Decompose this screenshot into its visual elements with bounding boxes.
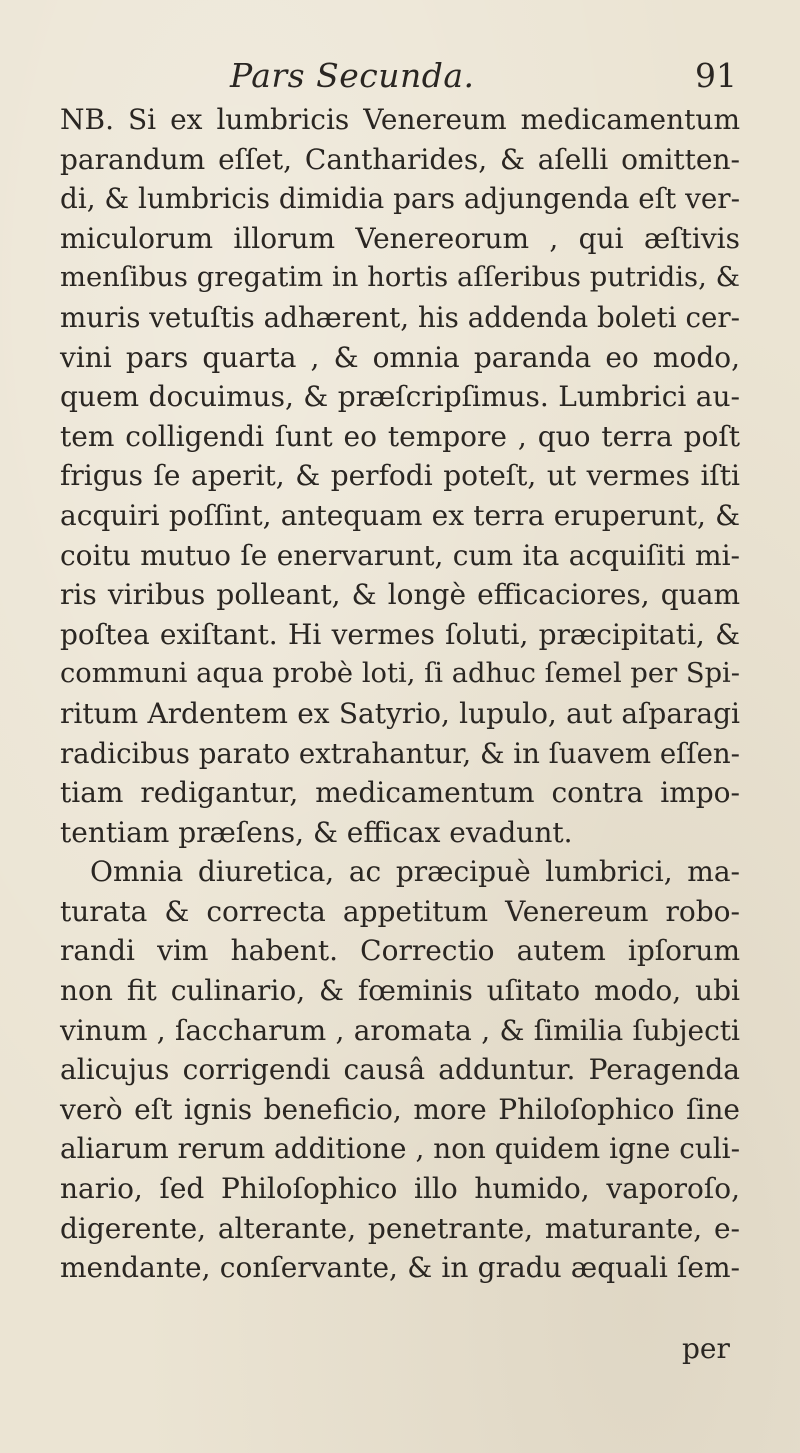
running-head: Pars Secunda. <box>230 56 475 95</box>
text-line: parandum eſſet, Cantharides, & aſelli omitten- <box>60 142 740 176</box>
text-line: mendante, conſervante, & in gradu æquali ſem- <box>60 1251 740 1285</box>
text-line: non fit culinario, & fœminis uſitato modo, ubi <box>60 974 740 1008</box>
text-line: quem docuimus, & præſcripſimus. Lumbrici au- <box>60 380 740 414</box>
text-line: ritum Ardentem ex Satyrio, lupulo, aut aſparagi <box>60 696 740 730</box>
body-text <box>60 100 740 1288</box>
text-line: tem colligendi ſunt eo tempore , quo terra poſt <box>60 419 740 453</box>
text-line: verò eſt ignis beneficio, more Philoſophico ſine <box>60 1092 740 1126</box>
text-line: communi aqua probè loti, ſi adhuc ſemel per Spi- <box>60 658 740 690</box>
text-line: aliarum rerum additione , non quidem igne culi- <box>60 1132 740 1166</box>
text-line: vini pars quarta , & omnia paranda eo modo, <box>60 340 740 374</box>
text-line: poſtea exiſtant. Hi vermes ſoluti, præcipitati, & <box>60 617 740 651</box>
text-line: di, & lumbricis dimidia pars adjungenda eſt ver- <box>60 182 740 216</box>
text-line: menſibus gregatim in hortis aſſeribus putridis, & <box>60 262 740 294</box>
text-line: randi vim habent. Correctio autem ipſorum <box>60 934 740 968</box>
text-line: vinum , ſaccharum , aromata , & ſimilia ſubjecti <box>60 1013 740 1047</box>
text-line: tentiam præſens, & efficax evadunt. <box>60 815 573 849</box>
text-line: muris vetuſtis adhærent, his addenda boleti cer- <box>60 300 740 334</box>
catchword: per <box>682 1332 730 1365</box>
text-line: digerente, alterante, penetrante, maturante, e- <box>60 1211 740 1245</box>
text-line: ris viribus polleant, & longè efficaciores, quam <box>60 578 740 612</box>
text-line: radicibus parato extrahantur, & in ſuavem eſſen- <box>60 736 740 770</box>
text-line: acquiri poſſint, antequam ex terra eruperunt, & <box>60 498 740 532</box>
text-line: alicujus corrigendi causâ adduntur. Peragenda <box>60 1053 740 1087</box>
page-header <box>0 48 800 98</box>
text-line: Omnia diuretica, ac præcipuè lumbrici, ma- <box>90 855 740 889</box>
text-line: NB. Si ex lumbricis Venereum medicamentum <box>60 103 740 136</box>
text-line: tiam redigantur, medicamentum contra impo- <box>60 776 740 810</box>
page-number: 91 <box>695 56 737 95</box>
text-line: frigus ſe aperit, & perfodi poteſt, ut vermes iſti <box>60 459 740 493</box>
text-line: turata & correcta appetitum Venereum robo- <box>60 894 740 928</box>
text-line: nario, ſed Philoſophico illo humido, vaporoſo, <box>60 1172 740 1206</box>
text-line: miculorum illorum Venereorum , qui æſtivis <box>60 221 740 255</box>
text-line: coitu mutuo ſe enervarunt, cum ita acquiſiti mi- <box>60 538 740 572</box>
